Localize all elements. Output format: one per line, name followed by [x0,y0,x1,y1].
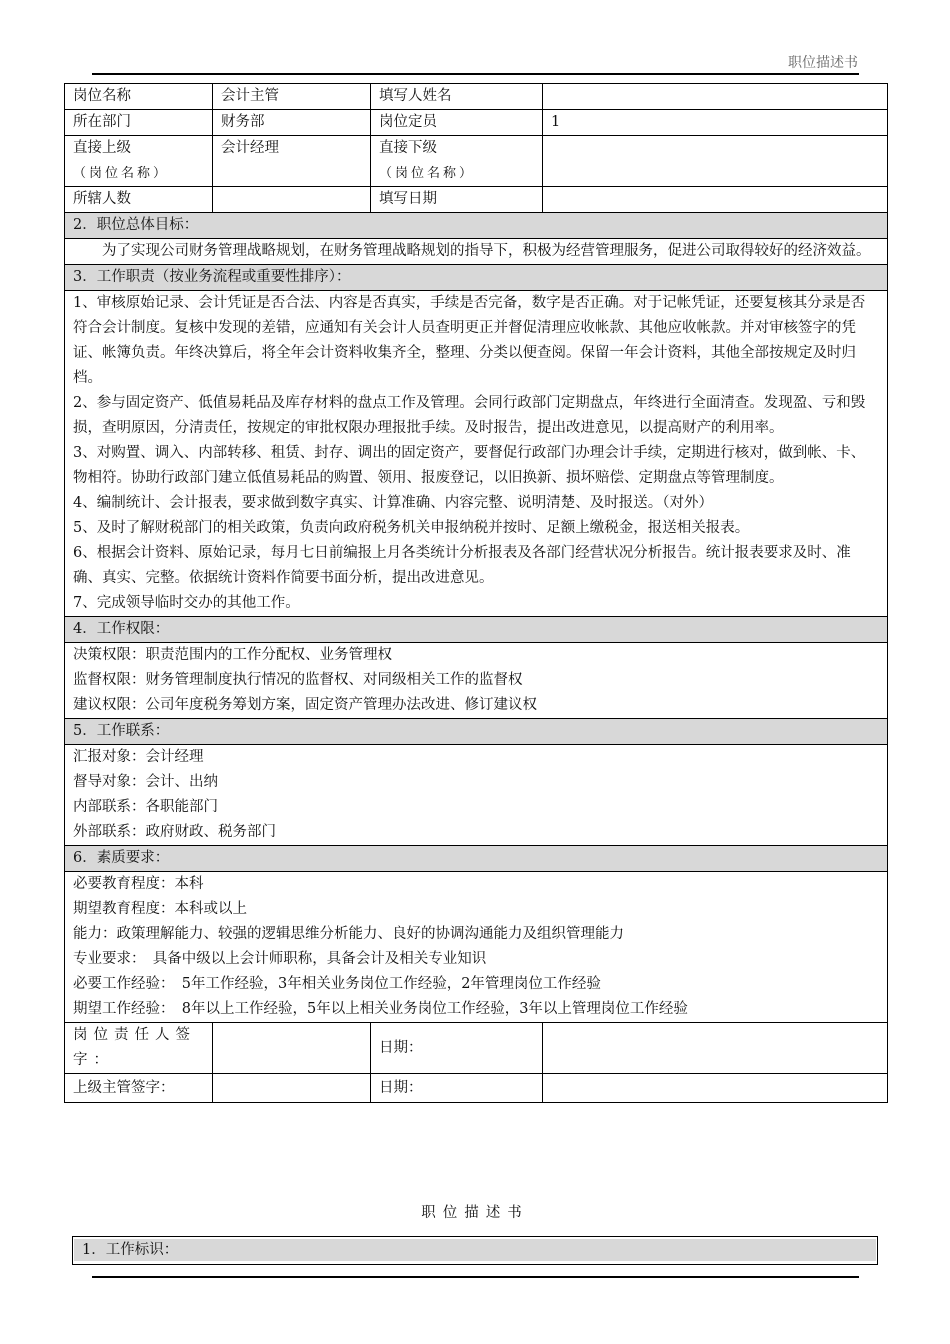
value-headcount: 1 [543,110,888,136]
label-direct-superior-main: 直接上级 [73,140,131,156]
contact-line: 督导对象：会计、出纳 [73,774,218,790]
contact-line: 外部联系：政府财政、税务部门 [73,824,276,840]
section5-header-row [65,719,888,745]
info-row-department [65,110,888,136]
contact-line: 内部联系：各职能部门 [73,799,218,815]
label-direct-superior-sub: （岗位名称） [73,166,170,181]
label-holder-signature: 岗位责任人签字： [65,1023,213,1074]
label-position-name: 岗位名称 [65,84,213,110]
contact-line: 汇报对象：会计经理 [73,749,204,765]
value-filler-name [543,84,888,110]
authority-line: 建议权限：公司年度税务筹划方案，固定资产管理办法改进、修订建议权 [73,697,537,713]
job-description-table [64,83,888,1103]
duty-item: 4、编制统计、会计报表，要求做到数字真实、计算准确、内容完整、说明清楚、及时报送。（对外） [73,495,713,511]
section2-title: 2．职位总体目标： [65,213,888,239]
field-supervisor-signature[interactable] [213,1074,371,1103]
info-row-position [65,84,888,110]
value-direct-superior: 会计经理 [213,136,371,187]
section5-title: 5．工作联系： [65,719,888,745]
section4-header-row [65,617,888,643]
authority-line: 监督权限：财务管理制度执行情况的监督权、对同级相关工作的监督权 [73,672,523,688]
section3-body-row [65,291,888,617]
section2-body [65,239,888,265]
section4-body [65,643,888,719]
label-direct-subordinate-main: 直接下级 [379,140,437,156]
requirement-line: 必要工作经验： 5年工作经验，3年相关业务岗位工作经验，2年管理岗位工作经验 [73,976,601,992]
section5-body [65,745,888,846]
label-supervisor-signature: 上级主管签字： [65,1074,213,1103]
section5-body-row [65,745,888,846]
duty-item: 1、审核原始记录、会计凭证是否合法、内容是否真实，手续是否完备，数字是否正确。对于记帐凭证，还要复核其分录是否符合会计制度。复核中发现的差错，应通知有关会计人员查明更正并督促清理应收帐款、其他应收帐款。并对审核签字的凭证、帐簿负责。年终决算后，将全年会计资料收集齐全，整理、分类以便查阅。保留一年会计资料，其他全部按规定及时归档。 [73,295,866,386]
duty-item: 7、完成领导临时交办的其他工作。 [73,595,300,611]
section6-body-row [65,872,888,1023]
info-row-superior [65,136,888,187]
section6-header-row [65,846,888,872]
page2-section1-title: 1．工作标识： [74,1239,876,1261]
info-row-staff [65,187,888,213]
header-title: 职位描述书 [788,55,858,71]
label-direct-subordinate [371,136,543,187]
requirement-line: 期望教育程度：本科或以上 [73,901,247,917]
label-supervisor-date: 日期： [371,1074,543,1103]
label-staff-count: 所辖人数 [65,187,213,213]
signature-row-supervisor [65,1074,888,1103]
label-holder-date: 日期： [371,1023,543,1074]
section4-title: 4．工作权限： [65,617,888,643]
label-direct-superior [65,136,213,187]
value-department: 财务部 [213,110,371,136]
label-filler-name: 填写人姓名 [371,84,543,110]
page2-title: 职位描述书 [421,1205,529,1221]
signature-row-holder [65,1023,888,1074]
overall-goal-text: 为了实现公司财务管理战略规划，在财务管理战略规划的指导下，积极为经营管理服务，促进公司取得较好的经济效益。 [102,243,871,259]
section3-header-row [65,265,888,291]
requirement-line: 能力：政策理解能力、较强的逻辑思维分析能力、良好的协调沟通能力及组织管理能力 [73,926,624,942]
value-staff-count [213,187,371,213]
field-holder-signature[interactable] [213,1023,371,1074]
field-supervisor-date[interactable] [543,1074,888,1103]
requirement-line: 期望工作经验： 8年以上工作经验，5年以上相关业务岗位工作经验，3年以上管理岗位工作经验 [73,1001,688,1017]
section2-body-row [65,239,888,265]
label-fill-date: 填写日期 [371,187,543,213]
value-direct-subordinate [543,136,888,187]
duty-item: 5、及时了解财税部门的相关政策，负责向政府税务机关申报纳税并按时、足额上缴税金，报送相关报表。 [73,520,750,536]
section6-body [65,872,888,1023]
value-fill-date [543,187,888,213]
label-direct-subordinate-sub: （岗位名称） [379,166,476,181]
requirement-line: 必要教育程度：本科 [73,876,204,892]
page2-section1-box [72,1236,878,1265]
authority-line: 决策权限：职责范围内的工作分配权、业务管理权 [73,647,392,663]
label-department: 所在部门 [65,110,213,136]
section3-title: 3．工作职责（按业务流程或重要性排序）： [65,265,888,291]
duty-item: 6、根据会计资料、原始记录，每月七日前编报上月各类统计分析报表及各部门经营状况分析报告。统计报表要求及时、准确、真实、完整。依据统计资料作简要书面分析，提出改进意见。 [73,545,851,586]
footer-rule [92,1276,859,1278]
section3-body [65,291,888,617]
section6-title: 6．素质要求： [65,846,888,872]
duty-item: 2、参与固定资产、低值易耗品及库存材料的盘点工作及管理。会同行政部门定期盘点，年终进行全面清查。发现盈、亏和毁损，查明原因，分清责任，按规定的审批权限办理报批手续。及时报告，提出改进意见，以提高财产的利用率。 [73,395,866,436]
label-headcount: 岗位定员 [371,110,543,136]
value-position-name: 会计主管 [213,84,371,110]
header-rule [92,73,859,75]
requirement-line: 专业要求： 具备中级以上会计师职称，具备会计及相关专业知识 [73,951,487,967]
section4-body-row [65,643,888,719]
field-holder-date[interactable] [543,1023,888,1074]
duty-item: 3、对购置、调入、内部转移、租赁、封存、调出的固定资产，要督促行政部门办理会计手续，定期进行核对，做到帐、卡、物相符。协助行政部门建立低值易耗品的购置、领用、报废登记，以旧换新、损坏赔偿、定期盘点等管理制度。 [73,445,866,486]
section2-header-row [65,213,888,239]
